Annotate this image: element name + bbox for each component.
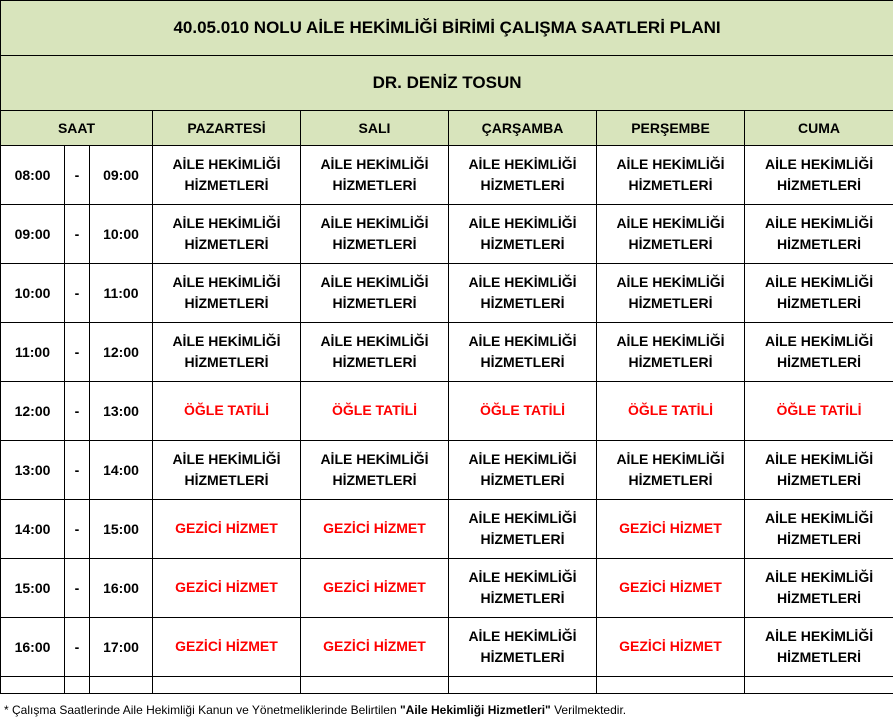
service-line-1: AİLE HEKİMLİĞİ — [172, 215, 281, 231]
mobile-service-label: GEZİCİ HİZMET — [619, 520, 722, 536]
service-label — [449, 508, 596, 550]
service-line-2: HİZMETLERİ — [628, 472, 713, 488]
service-label — [745, 567, 893, 609]
time-separator: - — [65, 264, 90, 323]
page-title: 40.05.010 NOLU AİLE HEKİMLİĞİ BİRİMİ ÇALIŞMA SAATLERİ PLANI — [1, 1, 893, 56]
service-line-1: AİLE HEKİMLİĞİ — [320, 215, 429, 231]
empty-cell — [745, 677, 893, 694]
column-header-day: SALI — [301, 111, 449, 146]
service-line-2: HİZMETLERİ — [480, 531, 565, 547]
time-separator: - — [65, 618, 90, 677]
schedule-cell — [301, 323, 449, 382]
schedule-cell — [597, 441, 745, 500]
service-line-1: AİLE HEKİMLİĞİ — [468, 628, 577, 644]
service-line-1: AİLE HEKİMLİĞİ — [764, 156, 874, 172]
time-separator: - — [65, 500, 90, 559]
service-line-1: AİLE HEKİMLİĞİ — [616, 156, 725, 172]
mobile-service-label: GEZİCİ HİZMET — [175, 520, 278, 536]
schedule-cell — [745, 441, 893, 500]
start-time: 12:00 — [1, 382, 65, 441]
end-time: 15:00 — [90, 500, 153, 559]
empty-cell — [65, 677, 90, 694]
service-line-2: HİZMETLERİ — [777, 590, 862, 606]
service-line-2: HİZMETLERİ — [480, 236, 565, 252]
column-header-saat: SAAT — [1, 111, 153, 146]
empty-cell — [1, 677, 65, 694]
schedule-cell — [153, 618, 301, 677]
lunch-label: ÖĞLE TATİLİ — [479, 402, 566, 418]
service-line-2: HİZMETLERİ — [480, 295, 565, 311]
service-label — [745, 331, 893, 373]
schedule-cell — [597, 205, 745, 264]
service-line-1: AİLE HEKİMLİĞİ — [764, 510, 874, 526]
schedule-cell — [449, 441, 597, 500]
lunch-label: ÖĞLE TATİLİ — [627, 402, 714, 418]
service-label — [745, 508, 893, 550]
empty-cell — [449, 677, 597, 694]
service-line-2: HİZMETLERİ — [628, 236, 713, 252]
mobile-service-label: GEZİCİ HİZMET — [619, 579, 722, 595]
schedule-cell — [597, 264, 745, 323]
column-header-day: PERŞEMBE — [597, 111, 745, 146]
footnote — [4, 703, 626, 717]
service-label — [745, 154, 893, 196]
start-time: 13:00 — [1, 441, 65, 500]
schedule-cell — [597, 323, 745, 382]
schedule-cell — [153, 559, 301, 618]
service-label — [301, 272, 448, 314]
empty-row — [1, 677, 893, 694]
start-time: 16:00 — [1, 618, 65, 677]
service-label — [449, 213, 596, 255]
schedule-cell — [449, 559, 597, 618]
service-label — [449, 154, 596, 196]
schedule-cell — [449, 382, 597, 441]
start-time: 10:00 — [1, 264, 65, 323]
schedule-cell — [301, 382, 449, 441]
mobile-service-label: GEZİCİ HİZMET — [175, 579, 278, 595]
start-time: 15:00 — [1, 559, 65, 618]
schedule-cell — [449, 618, 597, 677]
service-line-1: AİLE HEKİMLİĞİ — [468, 569, 577, 585]
schedule-cell — [301, 559, 449, 618]
end-time: 12:00 — [90, 323, 153, 382]
service-line-2: HİZMETLERİ — [777, 354, 862, 370]
service-line-2: HİZMETLERİ — [628, 354, 713, 370]
schedule-cell — [301, 264, 449, 323]
service-line-2: HİZMETLERİ — [332, 354, 417, 370]
mobile-service-label: GEZİCİ HİZMET — [323, 579, 426, 595]
schedule-cell — [153, 441, 301, 500]
end-time: 16:00 — [90, 559, 153, 618]
table-row — [1, 441, 893, 500]
service-line-2: HİZMETLERİ — [332, 236, 417, 252]
end-time: 14:00 — [90, 441, 153, 500]
service-line-1: AİLE HEKİMLİĞİ — [764, 215, 874, 231]
service-line-2: HİZMETLERİ — [480, 472, 565, 488]
service-label — [153, 449, 300, 491]
service-label — [153, 154, 300, 196]
table-row — [1, 382, 893, 441]
service-line-2: HİZMETLERİ — [777, 295, 862, 311]
lunch-label: ÖĞLE TATİLİ — [776, 402, 862, 418]
time-separator: - — [65, 146, 90, 205]
schedule-cell — [153, 205, 301, 264]
time-separator: - — [65, 382, 90, 441]
service-line-2: HİZMETLERİ — [332, 295, 417, 311]
empty-cell — [597, 677, 745, 694]
mobile-service-label: GEZİCİ HİZMET — [175, 638, 278, 654]
service-line-1: AİLE HEKİMLİĞİ — [172, 451, 281, 467]
start-time: 14:00 — [1, 500, 65, 559]
footnote-bold: "Aile Hekimliği Hizmetleri" — [399, 703, 551, 717]
schedule-cell — [153, 146, 301, 205]
service-line-1: AİLE HEKİMLİĞİ — [764, 333, 874, 349]
service-label — [745, 272, 893, 314]
service-line-2: HİZMETLERİ — [777, 236, 862, 252]
mobile-service-label: GEZİCİ HİZMET — [323, 520, 426, 536]
end-time: 09:00 — [90, 146, 153, 205]
schedule-cell — [301, 441, 449, 500]
schedule-cell — [597, 146, 745, 205]
service-line-1: AİLE HEKİMLİĞİ — [616, 451, 725, 467]
service-line-2: HİZMETLERİ — [480, 177, 565, 193]
service-label — [597, 331, 744, 373]
schedule-cell — [745, 382, 893, 441]
schedule-cell — [301, 500, 449, 559]
end-time: 13:00 — [90, 382, 153, 441]
column-header-day: ÇARŞAMBA — [449, 111, 597, 146]
service-line-1: AİLE HEKİMLİĞİ — [172, 333, 281, 349]
mobile-service-label: GEZİCİ HİZMET — [619, 638, 722, 654]
start-time: 11:00 — [1, 323, 65, 382]
schedule-cell — [745, 264, 893, 323]
service-line-1: AİLE HEKİMLİĞİ — [172, 156, 281, 172]
service-line-1: AİLE HEKİMLİĞİ — [468, 333, 577, 349]
schedule-cell — [745, 500, 893, 559]
schedule-cell — [745, 205, 893, 264]
schedule-cell — [745, 618, 893, 677]
service-line-1: AİLE HEKİMLİĞİ — [468, 156, 577, 172]
service-line-1: AİLE HEKİMLİĞİ — [172, 274, 281, 290]
service-label — [597, 272, 744, 314]
schedule-cell — [597, 500, 745, 559]
time-separator: - — [65, 205, 90, 264]
table-row — [1, 323, 893, 382]
service-line-2: HİZMETLERİ — [184, 472, 269, 488]
service-label — [153, 272, 300, 314]
service-label — [449, 626, 596, 668]
service-label — [745, 213, 893, 255]
schedule-cell — [597, 382, 745, 441]
doctor-name: DR. DENİZ TOSUN — [1, 56, 893, 111]
service-line-1: AİLE HEKİMLİĞİ — [320, 333, 429, 349]
time-separator: - — [65, 559, 90, 618]
schedule-cell — [301, 618, 449, 677]
service-line-1: AİLE HEKİMLİĞİ — [764, 274, 874, 290]
service-line-2: HİZMETLERİ — [777, 649, 862, 665]
start-time: 09:00 — [1, 205, 65, 264]
service-line-1: AİLE HEKİMLİĞİ — [616, 274, 725, 290]
service-label — [301, 154, 448, 196]
schedule-cell — [745, 323, 893, 382]
service-line-1: AİLE HEKİMLİĞİ — [764, 451, 874, 467]
service-line-2: HİZMETLERİ — [480, 354, 565, 370]
service-line-2: HİZMETLERİ — [184, 295, 269, 311]
mobile-service-label: GEZİCİ HİZMET — [323, 638, 426, 654]
schedule-cell — [597, 618, 745, 677]
service-line-1: AİLE HEKİMLİĞİ — [320, 156, 429, 172]
service-label — [301, 331, 448, 373]
service-line-1: AİLE HEKİMLİĞİ — [764, 569, 874, 585]
service-line-2: HİZMETLERİ — [480, 590, 565, 606]
table-row — [1, 618, 893, 677]
schedule-cell — [301, 205, 449, 264]
schedule-cell — [301, 146, 449, 205]
service-line-2: HİZMETLERİ — [777, 472, 862, 488]
schedule-cell — [449, 205, 597, 264]
table-row — [1, 500, 893, 559]
service-label — [449, 449, 596, 491]
lunch-label: ÖĞLE TATİLİ — [183, 402, 270, 418]
service-label — [597, 213, 744, 255]
empty-cell — [301, 677, 449, 694]
table-row — [1, 559, 893, 618]
column-header-day: PAZARTESİ — [153, 111, 301, 146]
service-label — [153, 331, 300, 373]
schedule-cell — [153, 382, 301, 441]
service-line-2: HİZMETLERİ — [184, 354, 269, 370]
service-line-1: AİLE HEKİMLİĞİ — [320, 451, 429, 467]
service-line-1: AİLE HEKİMLİĞİ — [468, 451, 577, 467]
schedule-cell — [449, 323, 597, 382]
schedule-cell — [449, 146, 597, 205]
service-line-1: AİLE HEKİMLİĞİ — [616, 333, 725, 349]
service-line-1: AİLE HEKİMLİĞİ — [616, 215, 725, 231]
service-line-1: AİLE HEKİMLİĞİ — [764, 628, 874, 644]
start-time: 08:00 — [1, 146, 65, 205]
empty-cell — [153, 677, 301, 694]
empty-cell — [90, 677, 153, 694]
schedule-cell — [597, 559, 745, 618]
service-line-2: HİZMETLERİ — [480, 649, 565, 665]
footnote-suffix: Verilmektedir. — [550, 703, 627, 717]
schedule-cell — [153, 264, 301, 323]
service-line-2: HİZMETLERİ — [777, 531, 862, 547]
schedule-cell — [449, 500, 597, 559]
table-row — [1, 264, 893, 323]
service-line-2: HİZMETLERİ — [332, 472, 417, 488]
schedule-cell — [449, 264, 597, 323]
table-row — [1, 146, 893, 205]
service-label — [449, 331, 596, 373]
time-separator: - — [65, 441, 90, 500]
service-label — [153, 213, 300, 255]
column-header-day: CUMA — [745, 111, 893, 146]
service-line-1: AİLE HEKİMLİĞİ — [468, 510, 577, 526]
service-line-1: AİLE HEKİMLİĞİ — [468, 215, 577, 231]
service-line-1: AİLE HEKİMLİĞİ — [468, 274, 577, 290]
service-line-1: AİLE HEKİMLİĞİ — [320, 274, 429, 290]
service-label — [449, 567, 596, 609]
service-line-2: HİZMETLERİ — [628, 295, 713, 311]
end-time: 17:00 — [90, 618, 153, 677]
end-time: 10:00 — [90, 205, 153, 264]
service-line-2: HİZMETLERİ — [332, 177, 417, 193]
schedule-cell — [153, 323, 301, 382]
schedule-cell — [745, 559, 893, 618]
schedule-cell — [745, 146, 893, 205]
service-label — [301, 449, 448, 491]
service-label — [301, 213, 448, 255]
service-label — [449, 272, 596, 314]
lunch-label: ÖĞLE TATİLİ — [331, 402, 418, 418]
service-line-2: HİZMETLERİ — [777, 177, 862, 193]
time-separator: - — [65, 323, 90, 382]
schedule-cell — [153, 500, 301, 559]
table-row — [1, 205, 893, 264]
footnote-prefix: * Çalışma Saatlerinde Aile Hekimliği Kanun ve Yönetmeliklerinde Belirtilen — [4, 703, 400, 717]
service-label — [745, 626, 893, 668]
service-line-2: HİZMETLERİ — [184, 177, 269, 193]
service-label — [745, 449, 893, 491]
service-line-2: HİZMETLERİ — [184, 236, 269, 252]
service-line-2: HİZMETLERİ — [628, 177, 713, 193]
end-time: 11:00 — [90, 264, 153, 323]
service-label — [597, 449, 744, 491]
service-label — [597, 154, 744, 196]
